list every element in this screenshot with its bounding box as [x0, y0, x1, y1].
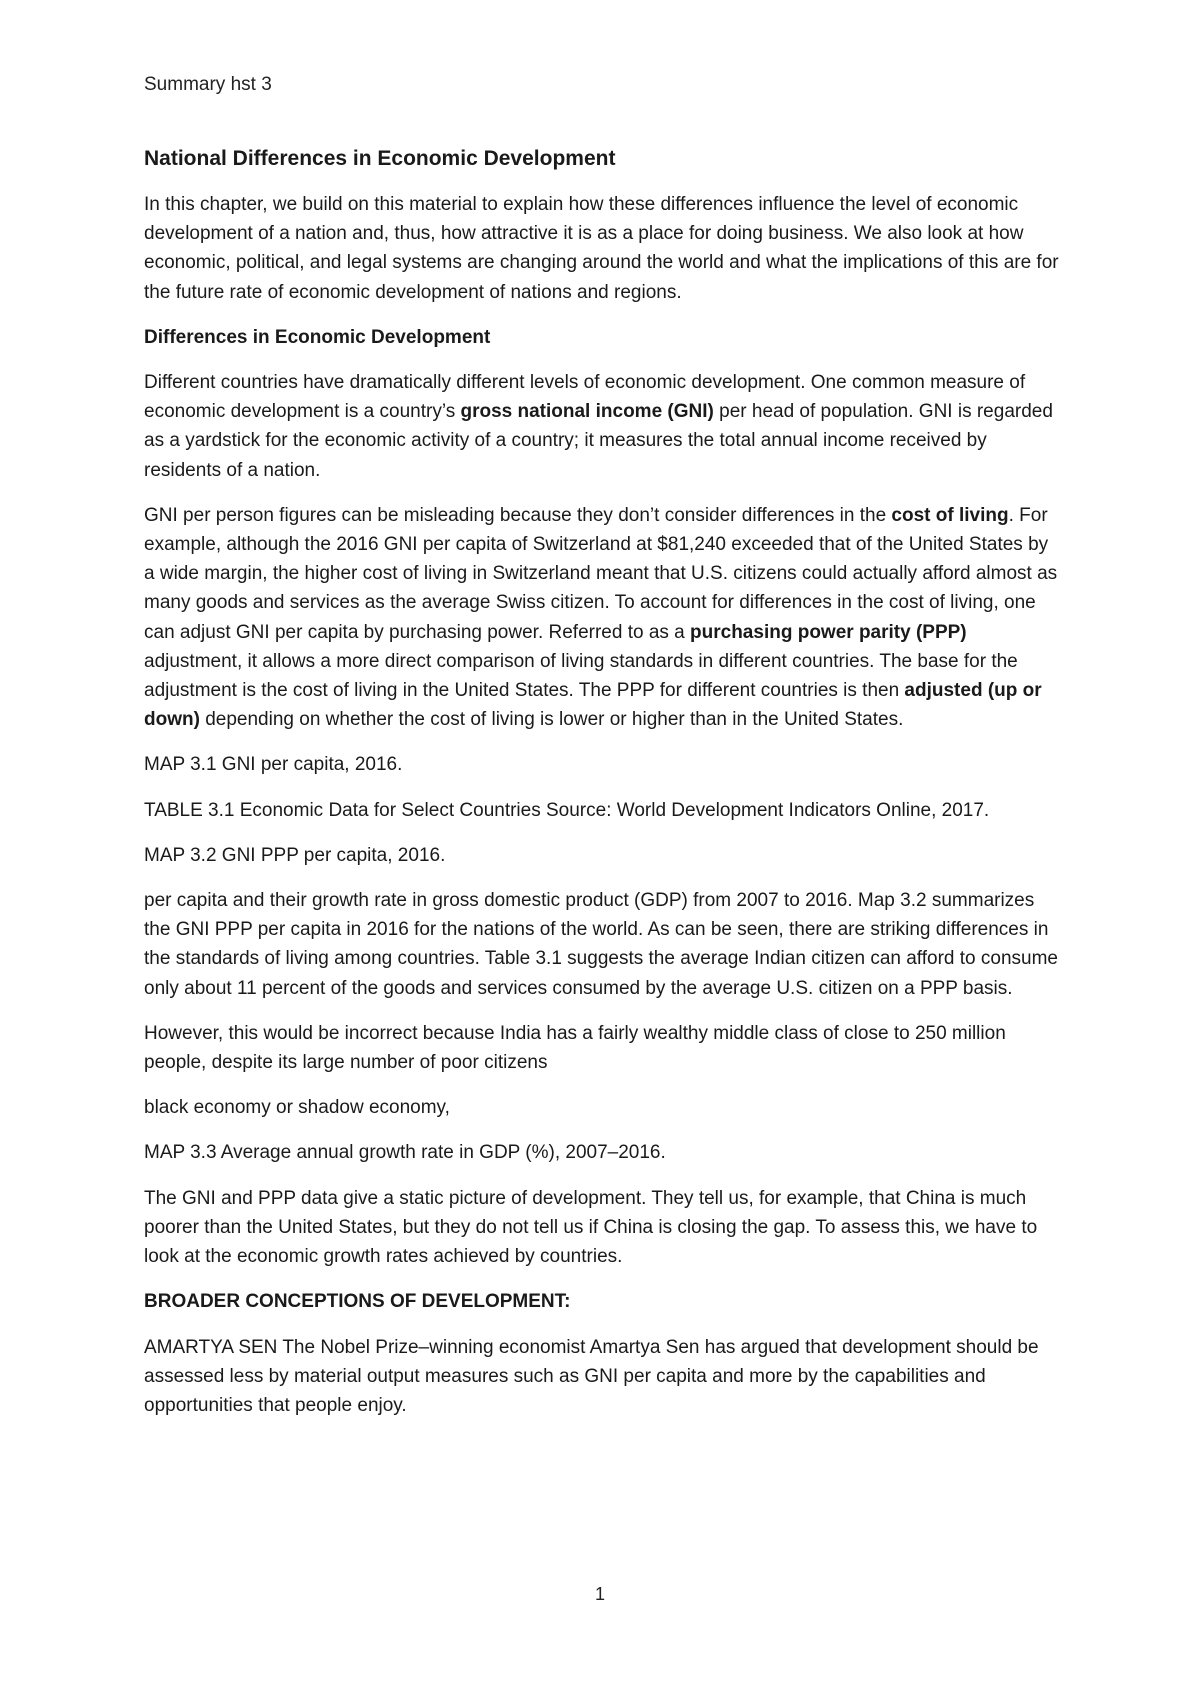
- bold-term-adjusted: adjusted (up or down): [144, 680, 1042, 731]
- paragraph-india: However, this would be incorrect because India has a fairly wealthy middle class of close to 250 million people, despite its large number of poor citizens: [144, 1022, 1006, 1074]
- text-run: . For example, although the 2016 GNI per capita of Switzerland at $81,240 exceeded that of the United States by a wide margin, the higher cost of living in Switzerland meant that U.S. citizens could actually afford almost as many goods and services as the average Swiss citizen. To account for differences in the cost of living, one can adjust GNI per capita by purchasing power. Referred to as a: [144, 504, 1058, 643]
- paragraph-static-picture: The GNI and PPP data give a static picture of development. They tell us, for example, that China is much poorer than the United States, but they do not tell us if China is closing the gap. To assess this, we have to look at the economic growth rates achieved by countries.: [144, 1187, 1038, 1268]
- intro-paragraph: In this chapter, we build on this material to explain how these differences influence the level of economic development of a nation and, thus, how attractive it is as a place for doing business. We also look at how economic, political, and legal systems are changing around the world and what the implications of this are for the future rate of economic development of nations and regions.: [144, 194, 1059, 303]
- page-header: Summary hst 3: [144, 74, 272, 95]
- table-caption-3-1: TABLE 3.1 Economic Data for Select Countries Source: World Development Indicators Online, 2017.: [144, 799, 990, 821]
- text-run: adjustment, it allows a more direct comparison of living standards in different countries. The base for the adjustment is the cost of living in the United States. The PPP for different countries is then: [144, 650, 1018, 702]
- bold-term-cost-of-living: cost of living: [891, 504, 1009, 526]
- bold-term-ppp: purchasing power parity (PPP): [690, 621, 967, 643]
- text-run: depending on whether the cost of living is lower or higher than in the United States.: [199, 709, 904, 731]
- document-body: [144, 144, 1062, 1436]
- page-number: 1: [594, 1584, 605, 1604]
- text-run: per head of population. GNI is regarded as a yardstick for the economic activity of a country; it measures the total annual income received by residents of a nation.: [144, 401, 1053, 481]
- paragraph-ppp: [144, 501, 1062, 735]
- paragraph-gni-definition: [144, 368, 1062, 485]
- document-title: National Differences in Economic Development: [144, 147, 616, 170]
- paragraph-black-economy: black economy or shadow economy,: [144, 1097, 450, 1119]
- map-caption-3-2: MAP 3.2 GNI PPP per capita, 2016.: [144, 844, 446, 866]
- map-caption-3-3: MAP 3.3 Average annual growth rate in GDP (%), 2007–2016.: [144, 1142, 666, 1164]
- map-caption-3-1: MAP 3.1 GNI per capita, 2016.: [144, 754, 403, 776]
- bold-term-gni: gross national income (GNI): [460, 401, 714, 423]
- text-run: Different countries have dramatically different levels of economic development. One common measure of economic development is a country’s: [144, 372, 1026, 423]
- paragraph-gdp-growth: per capita and their growth rate in gross domestic product (GDP) from 2007 to 2016. Map 3.2 summarizes the GNI PPP per capita in 2016 for the nations of the world. As can be seen, there are striking differences in the standards of living among countries. Table 3.1 suggests the average Indian citizen can afford to consume only about 11 percent of the goods and services consumed by the average U.S. citizen on a PPP basis.: [144, 890, 1058, 999]
- text-run: GNI per person figures can be misleading because they don’t consider differences in the: [144, 504, 892, 526]
- section-heading-differences: Differences in Economic Development: [144, 326, 491, 348]
- paragraph-amartya-sen: AMARTYA SEN The Nobel Prize–winning economist Amartya Sen has argued that development should be assessed less by material output measures such as GNI per capita and more by the capabilities and opportunities that people enjoy.: [144, 1336, 1039, 1416]
- section-heading-broader: BROADER CONCEPTIONS OF DEVELOPMENT:: [144, 1291, 571, 1313]
